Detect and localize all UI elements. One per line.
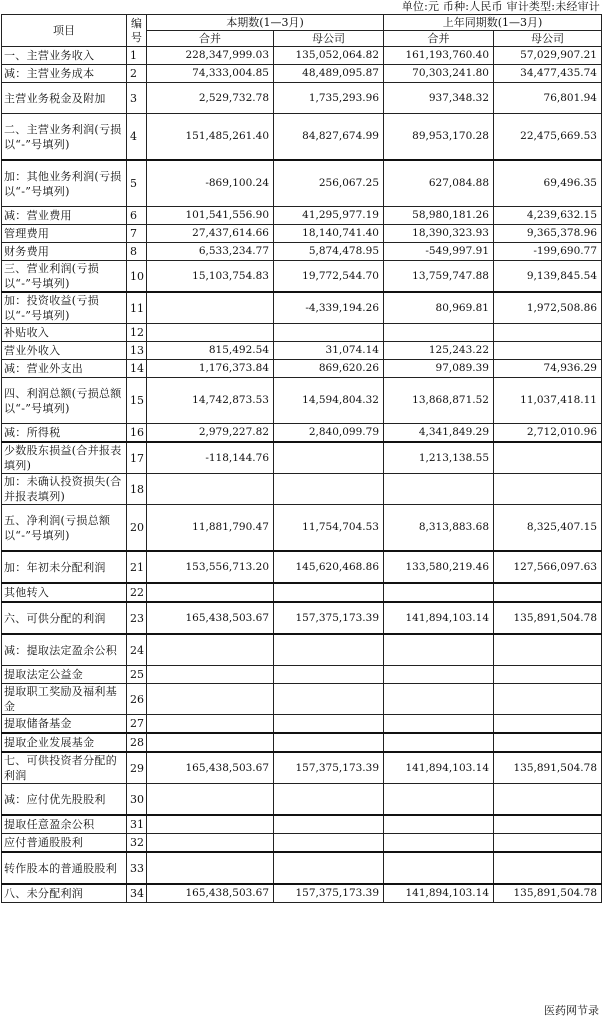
row-number: 27: [127, 715, 147, 734]
row-number: 4: [127, 114, 147, 161]
current-parent-value: 19,772,544.70: [274, 261, 384, 293]
prior-consolidated-value: 80,969.81: [384, 292, 494, 324]
current-consolidated-value: 153,556,713.20: [147, 551, 274, 583]
prior-parent-value: [494, 852, 602, 884]
prior-consolidated-value: 89,953,170.28: [384, 114, 494, 161]
prior-consolidated-value: [384, 634, 494, 666]
row-item-name: 减：营业费用: [2, 207, 127, 225]
table-row: [2, 83, 602, 114]
prior-consolidated-value: 125,243.22: [384, 342, 494, 360]
table-row: [2, 243, 602, 261]
table-row: [2, 65, 602, 83]
row-item-name: 五、净利润(亏损总额以“-”号填列): [2, 505, 127, 552]
row-item-name: 七、可供投资者分配的利润: [2, 752, 127, 784]
row-item-name: 主营业务税金及附加: [2, 83, 127, 114]
table-row: [2, 715, 602, 734]
prior-parent-value: 127,566,097.63: [494, 551, 602, 583]
row-number: 34: [127, 884, 147, 903]
prior-consolidated-value: 161,193,760.40: [384, 47, 494, 65]
current-parent-value: 145,620,468.86: [274, 551, 384, 583]
prior-parent-value: 76,801.94: [494, 83, 602, 114]
table-row: [2, 360, 602, 378]
current-parent-value: 157,375,173.39: [274, 602, 384, 634]
prior-parent-value: [494, 715, 602, 734]
row-number: 20: [127, 505, 147, 552]
current-parent-value: 1,735,293.96: [274, 83, 384, 114]
row-item-name: 减：营业外支出: [2, 360, 127, 378]
row-item-name: 加：未确认投资损失(合并报表填列): [2, 474, 127, 505]
row-item-name: 补贴收入: [2, 324, 127, 342]
current-parent-value: [274, 715, 384, 734]
header-prior-period: 上年同期数(1—3月): [384, 15, 602, 31]
table-row: [2, 324, 602, 342]
prior-consolidated-value: 1,213,138.55: [384, 442, 494, 474]
row-item-name: 一、主营业务收入: [2, 47, 127, 65]
current-consolidated-value: [147, 684, 274, 715]
current-consolidated-value: [147, 815, 274, 834]
header-current-period: 本期数(1—3月): [147, 15, 384, 31]
current-consolidated-value: 2,529,732.78: [147, 83, 274, 114]
row-item-name: 八、未分配利润: [2, 884, 127, 903]
current-consolidated-value: -869,100.24: [147, 160, 274, 207]
table-row: [2, 752, 602, 784]
row-item-name: 加：其他业务利润(亏损以“-”号填列): [2, 160, 127, 207]
prior-consolidated-value: [384, 324, 494, 342]
current-parent-value: 31,074.14: [274, 342, 384, 360]
header-prior-parent: 母公司: [494, 31, 602, 47]
row-item-name: 管理费用: [2, 225, 127, 243]
row-item-name: 营业外收入: [2, 342, 127, 360]
current-consolidated-value: [147, 583, 274, 602]
current-parent-value: [274, 666, 384, 684]
table-row: [2, 733, 602, 752]
current-consolidated-value: 228,347,999.03: [147, 47, 274, 65]
row-item-name: 少数股东损益(合并报表填列): [2, 442, 127, 474]
row-number: 2: [127, 65, 147, 83]
prior-parent-value: [494, 342, 602, 360]
current-consolidated-value: 165,438,503.67: [147, 752, 274, 784]
prior-parent-value: [494, 733, 602, 752]
table-row: [2, 424, 602, 443]
row-item-name: 四、利润总额(亏损总额以“-”号填列): [2, 378, 127, 424]
current-parent-value: 14,594,804.32: [274, 378, 384, 424]
current-consolidated-value: 165,438,503.67: [147, 884, 274, 903]
row-number: 23: [127, 602, 147, 634]
current-parent-value: 869,620.26: [274, 360, 384, 378]
table-row: [2, 602, 602, 634]
row-item-name: 三、营业利润(亏损以“-”号填列): [2, 261, 127, 293]
current-parent-value: 256,067.25: [274, 160, 384, 207]
current-consolidated-value: [147, 784, 274, 816]
row-item-name: 财务费用: [2, 243, 127, 261]
row-number: 18: [127, 474, 147, 505]
header-number: [127, 15, 147, 47]
prior-parent-value: 2,712,010.96: [494, 424, 602, 443]
header-prior-consolidated: 合并: [384, 31, 494, 47]
current-consolidated-value: 815,492.54: [147, 342, 274, 360]
current-consolidated-value: [147, 634, 274, 666]
row-item-name: 提取企业发展基金: [2, 733, 127, 752]
row-number: 21: [127, 551, 147, 583]
row-number: 17: [127, 442, 147, 474]
current-parent-value: 48,489,095.87: [274, 65, 384, 83]
row-number: 24: [127, 634, 147, 666]
table-row: [2, 815, 602, 834]
table-row: [2, 474, 602, 505]
prior-consolidated-value: [384, 474, 494, 505]
row-number: 22: [127, 583, 147, 602]
current-parent-value: [274, 784, 384, 816]
row-number: 28: [127, 733, 147, 752]
current-consolidated-value: [147, 292, 274, 324]
prior-consolidated-value: [384, 784, 494, 816]
prior-consolidated-value: 141,894,103.14: [384, 602, 494, 634]
prior-parent-value: [494, 834, 602, 853]
row-number: 26: [127, 684, 147, 715]
header-current-consolidated: 合并: [147, 31, 274, 47]
prior-consolidated-value: 627,084.88: [384, 160, 494, 207]
prior-parent-value: [494, 474, 602, 505]
header-number-line2: 号: [131, 30, 142, 44]
table-row: [2, 225, 602, 243]
current-consolidated-value: 6,533,234.77: [147, 243, 274, 261]
table-row: [2, 834, 602, 853]
row-number: 13: [127, 342, 147, 360]
current-consolidated-value: [147, 733, 274, 752]
row-number: 3: [127, 83, 147, 114]
row-number: 25: [127, 666, 147, 684]
current-parent-value: 41,295,977.19: [274, 207, 384, 225]
prior-consolidated-value: [384, 834, 494, 853]
prior-parent-value: [494, 324, 602, 342]
table-row: [2, 160, 602, 207]
prior-parent-value: 8,325,407.15: [494, 505, 602, 552]
prior-parent-value: 57,029,907.21: [494, 47, 602, 65]
row-number: 14: [127, 360, 147, 378]
table-row: [2, 852, 602, 884]
row-number: 6: [127, 207, 147, 225]
prior-consolidated-value: 13,759,747.88: [384, 261, 494, 293]
prior-parent-value: [494, 634, 602, 666]
row-item-name: 提取储备基金: [2, 715, 127, 734]
table-row: [2, 684, 602, 715]
row-number: 10: [127, 261, 147, 293]
row-item-name: 减：应付优先股股利: [2, 784, 127, 816]
unit-currency-audit-line: 单位:元 币种:人民币 审计类型:未经审计: [401, 0, 600, 13]
prior-parent-value: 1,972,508.86: [494, 292, 602, 324]
table-row: [2, 884, 602, 903]
table-row: [2, 292, 602, 324]
current-consolidated-value: [147, 715, 274, 734]
prior-consolidated-value: 141,894,103.14: [384, 752, 494, 784]
current-parent-value: [274, 815, 384, 834]
prior-consolidated-value: [384, 666, 494, 684]
current-parent-value: [274, 852, 384, 884]
prior-parent-value: 74,936.29: [494, 360, 602, 378]
prior-consolidated-value: 4,341,849.29: [384, 424, 494, 443]
row-item-name: 应付普通股股利: [2, 834, 127, 853]
income-statement-table: [1, 14, 602, 903]
current-consolidated-value: [147, 324, 274, 342]
row-number: 33: [127, 852, 147, 884]
row-item-name: 转作股本的普通股股利: [2, 852, 127, 884]
prior-consolidated-value: [384, 733, 494, 752]
prior-parent-value: 9,365,378.96: [494, 225, 602, 243]
row-number: 11: [127, 292, 147, 324]
prior-parent-value: -199,690.77: [494, 243, 602, 261]
row-item-name: 提取职工奖励及福利基金: [2, 684, 127, 715]
current-parent-value: 135,052,064.82: [274, 47, 384, 65]
current-consolidated-value: 15,103,754.83: [147, 261, 274, 293]
current-parent-value: 5,874,478.95: [274, 243, 384, 261]
current-consolidated-value: -118,144.76: [147, 442, 274, 474]
row-item-name: 其他转入: [2, 583, 127, 602]
table-row: [2, 505, 602, 552]
table-row: [2, 342, 602, 360]
row-item-name: 减：所得税: [2, 424, 127, 443]
row-item-name: 减：主营业务成本: [2, 65, 127, 83]
table-row: [2, 442, 602, 474]
current-consolidated-value: 1,176,373.84: [147, 360, 274, 378]
header-row-1: [2, 15, 602, 31]
row-item-name: 加：年初未分配利润: [2, 551, 127, 583]
prior-parent-value: 4,239,632.15: [494, 207, 602, 225]
current-consolidated-value: 14,742,873.53: [147, 378, 274, 424]
current-consolidated-value: [147, 666, 274, 684]
table-row: [2, 47, 602, 65]
current-consolidated-value: 151,485,261.40: [147, 114, 274, 161]
row-number: 15: [127, 378, 147, 424]
table-row: [2, 784, 602, 816]
row-item-name: 二、主营业务利润(亏损以“-”号填列): [2, 114, 127, 161]
current-consolidated-value: [147, 834, 274, 853]
current-consolidated-value: 165,438,503.67: [147, 602, 274, 634]
prior-parent-value: 34,477,435.74: [494, 65, 602, 83]
current-consolidated-value: [147, 474, 274, 505]
table-row: [2, 378, 602, 424]
prior-consolidated-value: -549,997.91: [384, 243, 494, 261]
row-number: 5: [127, 160, 147, 207]
current-parent-value: [274, 733, 384, 752]
current-parent-value: 2,840,099.79: [274, 424, 384, 443]
prior-consolidated-value: [384, 852, 494, 884]
prior-consolidated-value: 97,089.39: [384, 360, 494, 378]
table-row: [2, 666, 602, 684]
row-item-name: 减：提取法定盈余公积: [2, 634, 127, 666]
current-parent-value: -4,339,194.26: [274, 292, 384, 324]
row-number: 29: [127, 752, 147, 784]
row-item-name: 六、可供分配的利润: [2, 602, 127, 634]
row-number: 12: [127, 324, 147, 342]
table-body: [2, 47, 602, 903]
prior-consolidated-value: 141,894,103.14: [384, 884, 494, 903]
row-item-name: 提取法定公益金: [2, 666, 127, 684]
header-current-parent: 母公司: [274, 31, 384, 47]
current-parent-value: 157,375,173.39: [274, 752, 384, 784]
row-item-name: 加：投资收益(亏损以“-”号填列): [2, 292, 127, 324]
prior-consolidated-value: 70,303,241.80: [384, 65, 494, 83]
current-parent-value: [274, 442, 384, 474]
prior-consolidated-value: 937,348.32: [384, 83, 494, 114]
prior-parent-value: [494, 684, 602, 715]
prior-consolidated-value: 133,580,219.46: [384, 551, 494, 583]
prior-parent-value: 135,891,504.78: [494, 884, 602, 903]
prior-parent-value: 22,475,669.53: [494, 114, 602, 161]
current-consolidated-value: [147, 852, 274, 884]
prior-parent-value: [494, 666, 602, 684]
current-parent-value: 18,140,741.40: [274, 225, 384, 243]
prior-parent-value: 69,496.35: [494, 160, 602, 207]
current-parent-value: [274, 634, 384, 666]
prior-parent-value: [494, 442, 602, 474]
row-number: 16: [127, 424, 147, 443]
row-number: 32: [127, 834, 147, 853]
table-row: [2, 261, 602, 293]
prior-parent-value: 11,037,418.11: [494, 378, 602, 424]
table-row: [2, 114, 602, 161]
current-parent-value: 157,375,173.39: [274, 884, 384, 903]
row-number: 7: [127, 225, 147, 243]
current-parent-value: [274, 474, 384, 505]
current-parent-value: [274, 324, 384, 342]
prior-consolidated-value: 18,390,323.93: [384, 225, 494, 243]
current-consolidated-value: 101,541,556.90: [147, 207, 274, 225]
prior-parent-value: 135,891,504.78: [494, 602, 602, 634]
prior-consolidated-value: [384, 583, 494, 602]
prior-consolidated-value: 58,980,181.26: [384, 207, 494, 225]
prior-consolidated-value: [384, 684, 494, 715]
prior-parent-value: 9,139,845.54: [494, 261, 602, 293]
prior-consolidated-value: [384, 715, 494, 734]
source-footer: 医药网节录: [544, 1004, 599, 1017]
header-number-line1: 编: [131, 16, 142, 30]
row-item-name: 提取任意盈余公积: [2, 815, 127, 834]
table-row: [2, 634, 602, 666]
current-consolidated-value: 74,333,004.85: [147, 65, 274, 83]
row-number: 8: [127, 243, 147, 261]
table-row: [2, 583, 602, 602]
row-number: 1: [127, 47, 147, 65]
prior-parent-value: 135,891,504.78: [494, 752, 602, 784]
table-row: [2, 551, 602, 583]
current-consolidated-value: 11,881,790.47: [147, 505, 274, 552]
row-number: 31: [127, 815, 147, 834]
current-parent-value: [274, 834, 384, 853]
prior-parent-value: [494, 815, 602, 834]
current-consolidated-value: 27,437,614.66: [147, 225, 274, 243]
current-parent-value: [274, 583, 384, 602]
current-parent-value: 84,827,674.99: [274, 114, 384, 161]
row-number: 30: [127, 784, 147, 816]
table-row: [2, 207, 602, 225]
prior-parent-value: [494, 784, 602, 816]
current-consolidated-value: 2,979,227.82: [147, 424, 274, 443]
prior-consolidated-value: 8,313,883.68: [384, 505, 494, 552]
prior-consolidated-value: [384, 815, 494, 834]
header-item: 项目: [2, 15, 127, 47]
prior-consolidated-value: 13,868,871.52: [384, 378, 494, 424]
current-parent-value: 11,754,704.53: [274, 505, 384, 552]
current-parent-value: [274, 684, 384, 715]
prior-parent-value: [494, 583, 602, 602]
